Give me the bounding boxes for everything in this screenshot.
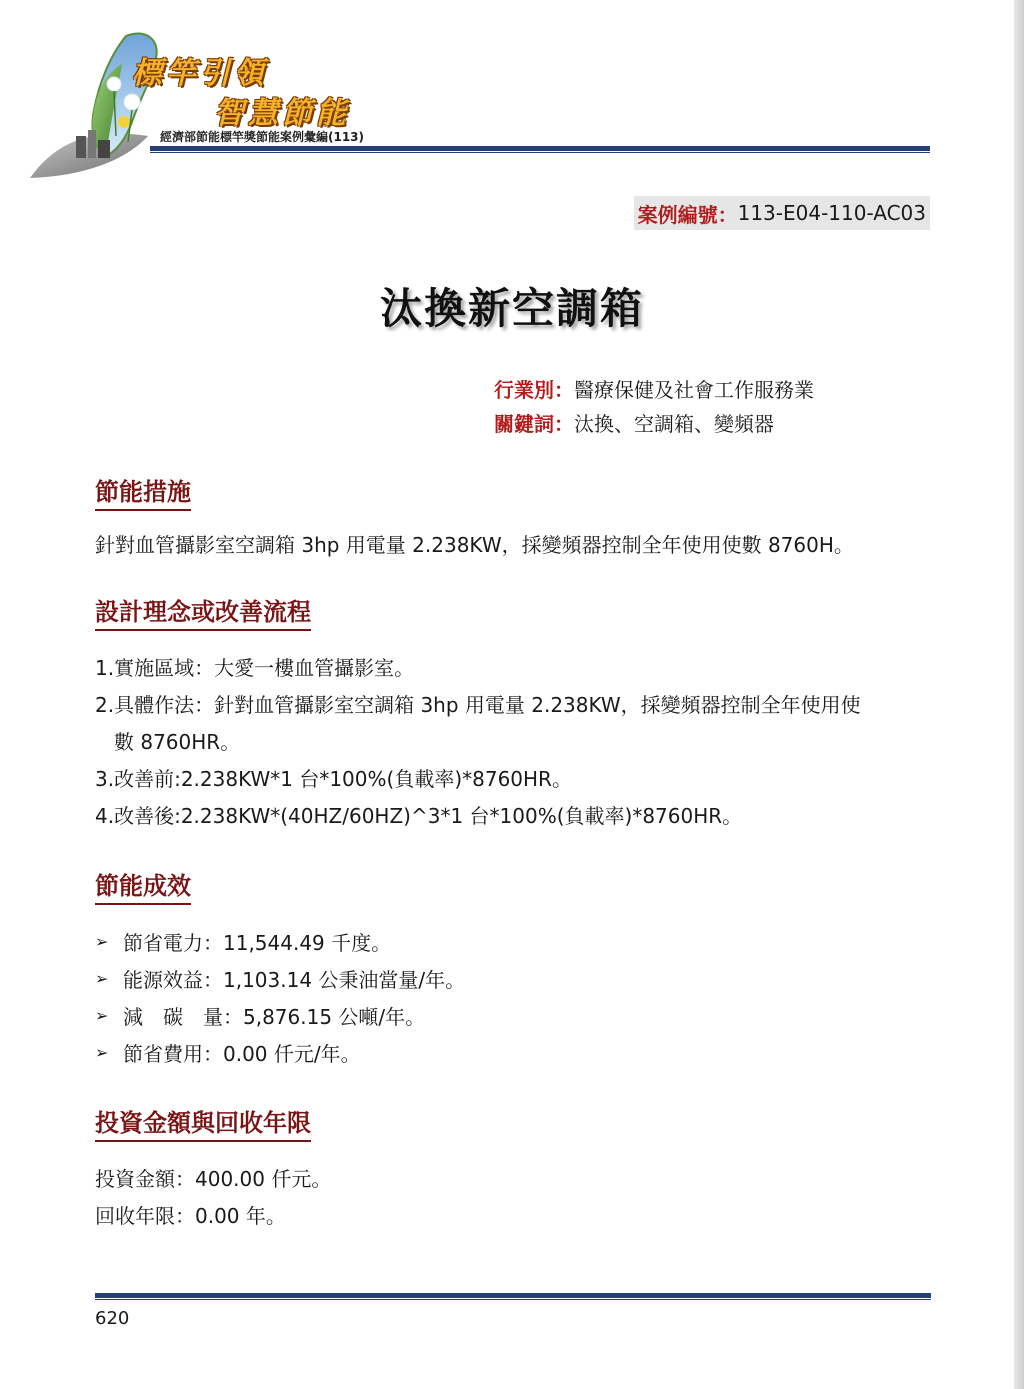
page-edge xyxy=(1014,0,1024,1389)
header-logo xyxy=(28,18,408,183)
header-rule xyxy=(150,146,930,151)
book-title: 經濟部節能標竿獎節能案例彙編(113) xyxy=(160,130,365,144)
result-item xyxy=(95,927,391,956)
design-item: 3.改善前:2.238KW*1 台*100%(負載率)*8760HR。 xyxy=(95,767,572,791)
page-number: 620 xyxy=(95,1308,130,1329)
keywords-row xyxy=(494,408,774,437)
industry-row xyxy=(494,374,814,403)
keywords-label: 關鍵詞： xyxy=(494,412,574,436)
industry-value: 醫療保健及社會工作服務業 xyxy=(574,378,814,402)
section-heading-results: 節能成效 xyxy=(95,866,191,905)
industry-label: 行業別： xyxy=(494,378,574,402)
design-item-continuation: 數 8760HR。 xyxy=(114,730,241,754)
investment-amount: 投資金額：400.00 仟元。 xyxy=(95,1167,332,1191)
result-item xyxy=(95,964,465,993)
header-rule-thin xyxy=(150,152,930,153)
payback-period: 回收年限：0.00 年。 xyxy=(95,1204,286,1228)
section-heading-measures: 節能措施 xyxy=(95,472,191,511)
result-text: 節省電力：11,544.49 千度。 xyxy=(123,931,392,955)
case-number-box xyxy=(634,196,930,230)
result-text: 減 碳 量：5,876.15 公噸/年。 xyxy=(123,1005,426,1029)
result-text: 節省費用：0.00 仟元/年。 xyxy=(123,1042,361,1066)
footer-rule-thin xyxy=(95,1299,931,1300)
result-text: 能源效益：1,103.14 公秉油當量/年。 xyxy=(123,968,466,992)
arrow-bullet-icon: ➢ xyxy=(95,969,109,988)
arrow-bullet-icon: ➢ xyxy=(95,932,109,951)
measures-text: 針對血管攝影室空調箱 3hp 用電量 2.238KW，採變頻器控制全年使用使數 8760H。 xyxy=(95,533,854,557)
keywords-value: 汰換、空調箱、變頻器 xyxy=(574,412,774,436)
result-item xyxy=(95,1038,361,1067)
arrow-bullet-icon: ➢ xyxy=(95,1006,109,1025)
slogan-line-2: 智慧節能 xyxy=(214,96,350,131)
arrow-bullet-icon: ➢ xyxy=(95,1043,109,1062)
footer-rule xyxy=(95,1293,931,1298)
design-item: 4.改善後:2.238KW*(40HZ/60HZ)^3*1 台*100%(負載率)*8760HR。 xyxy=(95,804,743,828)
design-item: 2.具體作法：針對血管攝影室空調箱 3hp 用電量 2.238KW，採變頻器控制全年使用使 xyxy=(95,693,861,717)
result-item xyxy=(95,1001,425,1030)
slogan-line-1: 標竿引領 xyxy=(132,56,268,91)
section-heading-design: 設計理念或改善流程 xyxy=(95,592,311,631)
case-number-value: 113-E04-110-AC03 xyxy=(737,201,926,225)
page-title: 汰換新空調箱 xyxy=(379,284,644,333)
design-item: 1.實施區域：大愛一樓血管攝影室。 xyxy=(95,656,415,680)
case-number-label: 案例編號： xyxy=(637,202,738,227)
section-heading-investment: 投資金額與回收年限 xyxy=(95,1103,311,1142)
